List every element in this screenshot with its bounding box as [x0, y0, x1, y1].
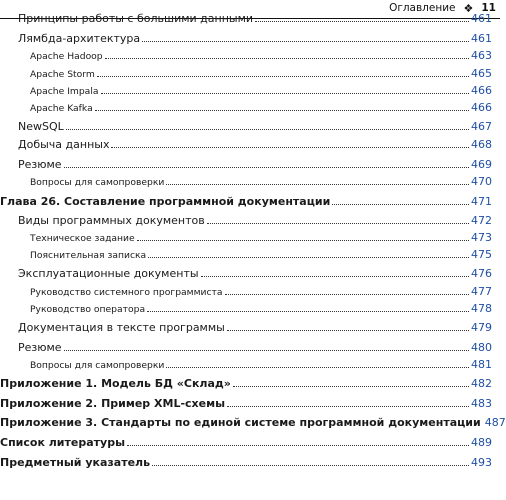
dot-leader — [225, 294, 469, 295]
dot-leader — [255, 21, 469, 22]
toc-entry-page: 483 — [471, 397, 492, 410]
toc-entry-page: 475 — [471, 248, 492, 261]
toc-entry[interactable] — [0, 32, 492, 45]
toc-entry-title: Добыча данных — [18, 138, 110, 151]
toc-entry[interactable] — [0, 456, 492, 469]
toc-entry-page: 470 — [471, 175, 492, 188]
dot-leader — [127, 445, 469, 446]
dot-leader — [105, 58, 469, 59]
toc-entry[interactable] — [0, 67, 492, 80]
toc-entry-title: Вопросы для самопроверки — [30, 360, 165, 371]
dot-leader — [66, 129, 469, 130]
toc-entry[interactable] — [0, 341, 492, 354]
toc-entry-page: 468 — [471, 138, 492, 151]
toc-entry-page: 479 — [471, 321, 492, 334]
dot-leader — [152, 465, 469, 466]
dot-leader — [166, 367, 469, 368]
toc-entry[interactable] — [0, 195, 492, 208]
toc-entry-title: Apache Kafka — [30, 103, 93, 114]
toc-entry-title: Принципы работы с большими данными — [18, 12, 254, 25]
toc-entry-page: 476 — [471, 267, 492, 280]
dot-leader — [332, 204, 469, 205]
toc-entry-title: Приложение 3. Стандарты по единой системе программной документации — [0, 416, 481, 429]
toc-entry[interactable] — [0, 321, 492, 334]
dot-leader — [207, 223, 469, 224]
toc-entry[interactable] — [0, 231, 492, 244]
dot-leader — [101, 93, 470, 94]
toc-entry-page: 487 — [484, 416, 506, 429]
toc-entry-page: 493 — [471, 456, 492, 469]
toc-entry-title: Документация в тексте программы — [18, 321, 225, 334]
toc-entry[interactable] — [0, 49, 492, 62]
toc-entry-title: Руководство оператора — [30, 304, 146, 315]
dot-leader — [95, 110, 469, 111]
toc-entry[interactable] — [0, 138, 492, 151]
toc-entry-title: Эксплуатационные документы — [18, 267, 199, 280]
toc-entry[interactable] — [0, 302, 492, 315]
dot-leader — [97, 76, 469, 77]
toc-entry[interactable] — [0, 120, 492, 133]
toc-entry[interactable] — [0, 12, 492, 25]
toc-entry[interactable] — [0, 436, 492, 449]
toc-entry-title: Apache Hadoop — [30, 51, 103, 62]
toc-entry-title: Apache Storm — [30, 69, 95, 80]
toc-entry[interactable] — [0, 285, 492, 298]
dot-leader — [233, 386, 469, 387]
dot-leader — [201, 276, 469, 277]
toc-entry-title: Список литературы — [0, 436, 126, 449]
toc-entry-page: 471 — [471, 195, 492, 208]
toc-entry[interactable] — [0, 158, 492, 171]
toc-entry-page: 461 — [471, 32, 492, 45]
toc-entry[interactable] — [0, 101, 492, 114]
section-title: Оглавление — [389, 2, 456, 14]
toc-entry-title: Виды программных документов — [18, 214, 205, 227]
toc-entry-title: Вопросы для самопроверки — [30, 177, 165, 188]
toc-entry[interactable] — [0, 397, 492, 410]
toc-entry-page: 472 — [471, 214, 492, 227]
toc-entry[interactable] — [0, 377, 492, 390]
toc-entry-page: 481 — [471, 358, 492, 371]
toc-entry-page: 469 — [471, 158, 492, 171]
dot-leader — [227, 406, 469, 407]
toc-entry[interactable] — [0, 248, 492, 261]
toc-entry-page: 465 — [471, 67, 492, 80]
toc-entry-title: NewSQL — [18, 120, 64, 133]
dot-leader — [147, 311, 469, 312]
toc-entry-page: 463 — [471, 49, 492, 62]
toc-entry-page: 482 — [471, 377, 492, 390]
dot-leader — [137, 240, 469, 241]
toc-entry-title: Apache Impala — [30, 86, 99, 97]
toc-entry-page: 466 — [471, 84, 492, 97]
toc-entry-page: 466 — [471, 101, 492, 114]
toc-entry-title: Пояснительная записка — [30, 250, 147, 261]
toc-entry[interactable] — [0, 175, 492, 188]
dot-leader — [227, 330, 469, 331]
toc-entry-title: Предметный указатель — [0, 456, 151, 469]
toc-entry-page: 477 — [471, 285, 492, 298]
toc-entry-title: Глава 26. Составление программной документации — [0, 195, 331, 208]
dot-leader — [166, 184, 469, 185]
toc-entry-title: Резюме — [18, 158, 62, 171]
dot-leader — [111, 147, 469, 148]
toc-entry-page: 473 — [471, 231, 492, 244]
toc-entry-page: 480 — [471, 341, 492, 354]
page-number: 11 — [481, 2, 496, 14]
ornament-icon: ❖ — [463, 1, 474, 15]
dot-leader — [64, 167, 469, 168]
toc-entry[interactable] — [0, 214, 492, 227]
dot-leader — [142, 41, 469, 42]
toc-entry-title: Резюме — [18, 341, 62, 354]
dot-leader — [64, 350, 469, 351]
toc-entry-page: 461 — [471, 12, 492, 25]
toc-entry-page: 489 — [471, 436, 492, 449]
toc-entry-title: Руководство системного программиста — [30, 287, 223, 298]
toc-entry[interactable] — [0, 358, 492, 371]
toc-entry-page: 467 — [471, 120, 492, 133]
toc-entry-title: Лямбда-архитектура — [18, 32, 141, 45]
toc-entry-title: Приложение 2. Пример XML-схемы — [0, 397, 226, 410]
toc-entry-title: Техническое задание — [30, 233, 135, 244]
toc-entry-title: Приложение 1. Модель БД «Склад» — [0, 377, 231, 390]
dot-leader — [148, 257, 469, 258]
toc-entry-page: 478 — [471, 302, 492, 315]
toc-entry[interactable] — [0, 416, 506, 429]
toc-entry[interactable] — [0, 84, 492, 97]
toc-entry[interactable] — [0, 267, 492, 280]
